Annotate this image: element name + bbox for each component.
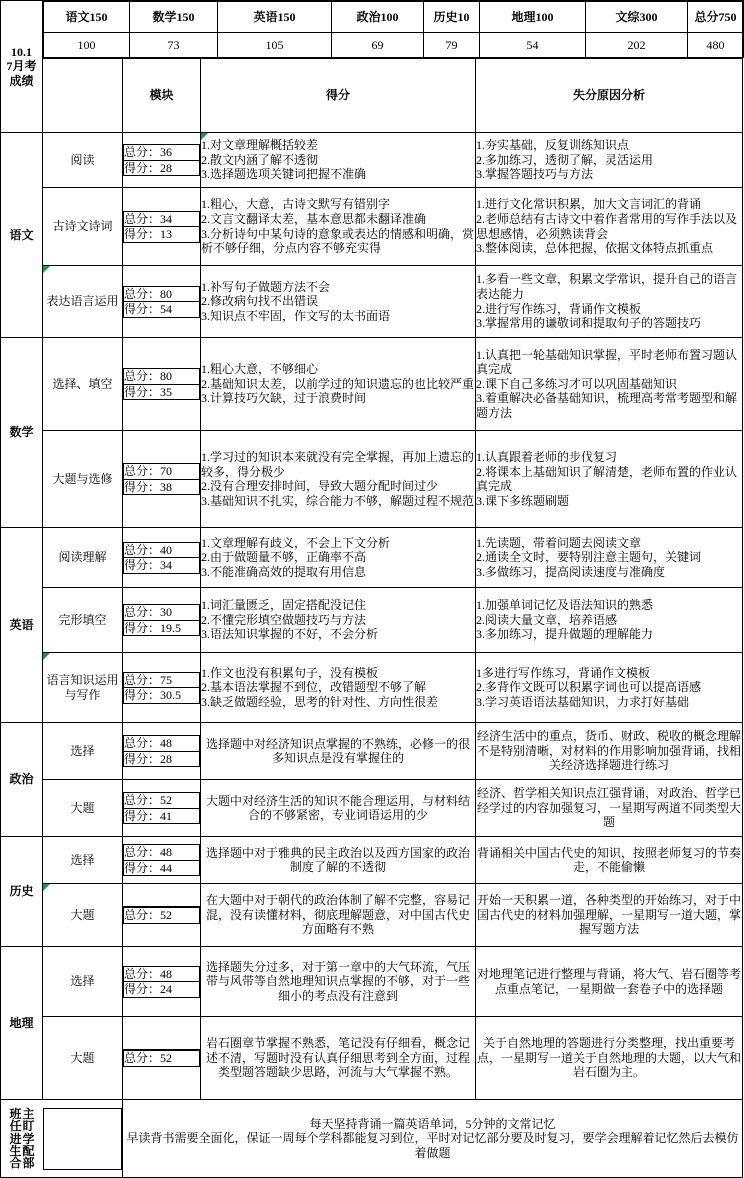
module-row	[1, 947, 743, 1017]
total-score: 总分：30	[124, 605, 200, 621]
score-cell-wrapper	[123, 884, 201, 947]
subject-header-8: 总分750	[688, 2, 744, 33]
text-line: 岩石圈章节掌握不熟悉，笔记没有仔细看，概念记述不清，写题时没有认真仔细思考到全方面，过程类型题答题缺少思路，河流与大气掌握不熟。	[205, 1036, 470, 1080]
text-line: 1.认真把一轮基础知识掌握，平时老师布置习题认真完成	[476, 347, 738, 377]
obtained-score: 得分：28	[124, 751, 200, 767]
analysis-text	[201, 528, 476, 588]
subject-score-3: 105	[218, 33, 332, 58]
obtained-score-row	[124, 1051, 200, 1067]
text-line: 2.没有合理安排时间，导致大题分配时间过少	[201, 479, 439, 494]
text-line: 1.夯实基础，反复训练知识点	[476, 138, 630, 153]
footer-label-table	[1, 1108, 122, 1170]
cell-comment-marker	[43, 884, 50, 891]
text-line: 2.将课本上基础知识了解清楚，老师布置的作业认真完成	[476, 464, 738, 494]
total-score-row	[124, 542, 200, 558]
exam-title-line: 10.1	[11, 44, 32, 59]
analysis-text	[201, 837, 476, 884]
exam-title-line: 成绩	[9, 73, 34, 88]
total-score-row	[124, 286, 200, 302]
text-line: 2.修改病句找不出错误	[201, 294, 319, 309]
footer-label-chars-b: 主 盯 学 配 部	[22, 1107, 35, 1170]
col-header-score: 得分	[201, 59, 476, 133]
total-score-row	[124, 211, 200, 227]
homeroom-teacher-label	[1, 1100, 123, 1178]
footer-row	[1, 1100, 743, 1178]
score-breakdown-table	[123, 844, 200, 876]
score-cell-wrapper	[123, 133, 201, 188]
analysis-text	[201, 780, 476, 837]
text-line: 3.多做练习，提高阅读速度与准确度	[476, 564, 666, 579]
plan-text	[476, 133, 743, 188]
plan-text	[476, 837, 743, 884]
cell-comment-marker	[43, 266, 50, 273]
subject-score-7: 202	[586, 33, 688, 58]
total-score-row	[124, 369, 200, 385]
subject-header-7: 文综300	[586, 2, 688, 33]
text-line: 3.课下多练题刷题	[476, 493, 570, 508]
text-line: 2.多背作文既可以积累字词也可以提高语感	[476, 680, 702, 695]
subject-score-4: 69	[332, 33, 424, 58]
text-line: 背诵相关中国古代史的知识，按照老师复习的节奏走，不能偷懒	[476, 845, 741, 875]
text-line: 3.学习英语语法基础知识，力求打好基础	[476, 694, 690, 709]
total-score-row	[124, 672, 200, 688]
plan-text	[476, 266, 743, 338]
subject-header-5: 历史10	[424, 2, 480, 33]
text-line: 2.老师总结有古诗文中着作者常用的写作手法以及思想感情，必须熟读背会	[476, 212, 738, 241]
total-score-row	[124, 845, 200, 861]
subject-header-1: 语文150	[44, 2, 130, 33]
obtained-score-row	[124, 908, 200, 924]
plan-text	[476, 884, 743, 947]
total-score: 总分：80	[124, 286, 200, 302]
column-header-spacer	[43, 59, 123, 133]
column-header-row	[1, 59, 743, 133]
subject-label-政治: 政治	[1, 723, 43, 837]
analysis-text	[201, 133, 476, 188]
text-line: 3.计算技巧欠缺，过于浪费时间	[201, 391, 367, 406]
analysis-text	[201, 266, 476, 338]
text-line: 2.多加练习，透彻了解，灵活运用	[476, 152, 654, 167]
text-line: 3.缺乏做题经验，思考的针对性、方向性很差	[201, 694, 439, 709]
text-line: 2.进行写作练习，背诵作文模板	[476, 301, 642, 316]
footer-label-chars-a: 班 任 进 生 合	[9, 1107, 22, 1170]
module-label: 选择	[43, 837, 123, 884]
text-line: 1.先读题，带着问题去阅读文章	[476, 535, 642, 550]
module-label: 选择	[43, 723, 123, 780]
text-line: 2.由于做题量不够，正确率不高	[201, 550, 367, 565]
module-label: 选择、填空	[43, 338, 123, 431]
module-label: 表达语言运用	[43, 266, 123, 338]
obtained-score-row	[124, 384, 200, 400]
text-line: 1.对文章理解概括较差	[201, 138, 319, 153]
total-score-row	[124, 966, 200, 982]
exam-title-cell	[1, 1, 43, 133]
score-header-row	[1, 1, 743, 59]
total-score-row	[124, 793, 200, 809]
text-line: 3.语法知识掌握的不好，不会分析	[201, 627, 379, 642]
module-row	[1, 884, 743, 947]
obtained-score-row	[124, 808, 200, 824]
obtained-score: 得分：24	[124, 982, 200, 998]
text-line: 3.掌握常用的谦敬词和提取句子的答题技巧	[476, 316, 702, 331]
subject-header-4: 政治100	[332, 2, 424, 33]
footer-label-col-1	[1, 1108, 44, 1169]
text-line: 1多进行写作练习，背诵作文模板	[476, 665, 651, 680]
text-line: 2.散文内涵了解不透彻	[201, 152, 319, 167]
plan-text	[476, 431, 743, 528]
total-score: 总分：40	[124, 542, 200, 558]
module-row	[1, 723, 743, 780]
module-label: 选择	[43, 947, 123, 1017]
total-score-row	[124, 145, 200, 161]
plan-text	[476, 528, 743, 588]
module-label: 阅读理解	[43, 528, 123, 588]
text-line: 2.文言文翻译太差，基本意思都未翻译准确	[201, 212, 427, 226]
score-cell-wrapper	[123, 653, 201, 723]
subject-score-8: 480	[688, 33, 744, 58]
total-score: 总分：34	[124, 211, 200, 227]
module-label: 古诗文诗词	[43, 188, 123, 266]
obtained-score: 得分：54	[124, 302, 200, 318]
obtained-score-row	[124, 860, 200, 876]
score-breakdown-table	[123, 966, 200, 998]
text-line: 1.多看一些文章，积累文学常识，提升自己的语言表达能力	[476, 272, 738, 301]
text-line: 1.粗心大意，不够细心	[201, 362, 319, 377]
score-cell-wrapper	[123, 528, 201, 588]
module-row	[1, 780, 743, 837]
obtained-score: 得分：28	[124, 160, 200, 176]
module-row	[1, 588, 743, 653]
score-breakdown-table	[123, 792, 200, 824]
plan-text	[476, 588, 743, 653]
score-breakdown-table	[123, 1049, 200, 1067]
obtained-score: 得分：30.5	[124, 688, 200, 704]
obtained-score-row	[124, 160, 200, 176]
subject-score-table	[43, 1, 744, 58]
text-line: 1.加强单词记忆及语法知识的熟悉	[476, 598, 654, 613]
module-label: 大题	[43, 884, 123, 947]
obtained-score: 总分：52	[124, 908, 200, 924]
text-line: 选择题中对于雅典的民主政治以及西方国家的政治制度了解的不透彻	[205, 845, 470, 875]
module-label: 大题	[43, 780, 123, 837]
text-line: 对地理笔记进行整理与背诵，将大气、岩石圈等考点重点笔记，一星期做一套卷子中的选择题	[476, 967, 741, 996]
obtained-score-row	[124, 688, 200, 704]
plan-text	[476, 653, 743, 723]
text-line: 1.粗心，大意，古诗文默写有错别字	[201, 197, 391, 212]
text-line: 经济、哲学相关知识点江强背诵，对政治、哲学已经学过的内容加强复习，一星期写两道不同类型大题	[476, 786, 741, 830]
text-line: 2.基本语法掌握不到位，改错题型不够了解	[201, 680, 427, 695]
subject-header-3: 英语150	[218, 2, 332, 33]
score-cell-wrapper	[123, 837, 201, 884]
subject-label-地理: 地理	[1, 947, 43, 1100]
plan-text	[476, 338, 743, 431]
module-label: 大题与选修	[43, 431, 123, 528]
score-cell-wrapper	[123, 780, 201, 837]
text-line: 选择题失分过多，对于第一章中的大气环流，气压带与风带等自然地理知识点掌握的不够，对于一些细小的考点没有注意到	[205, 959, 470, 1003]
analysis-text	[201, 884, 476, 947]
footer-line-1: 每天坚持背诵一篇英语单词，5分钟的文常记忆	[309, 1116, 556, 1131]
total-score-row	[124, 605, 200, 621]
total-score-row	[124, 464, 200, 480]
text-line: 2.不懂完形填空做题技巧与方法	[201, 612, 367, 627]
subject-score-6: 54	[480, 33, 586, 58]
text-line: 1.词汇量匮乏，固定搭配没记住	[201, 598, 367, 613]
footer-label-divider	[44, 1108, 122, 1169]
obtained-score-row	[124, 479, 200, 495]
score-breakdown-table	[123, 286, 200, 318]
module-row	[1, 431, 743, 528]
text-line: 3.分析诗句中某句诗的意象或表达的情感和明确，赏析不够仔细，分点内容不够充实得	[201, 226, 475, 256]
text-line: 3.选择题选项关键词把握不准确	[201, 167, 367, 182]
module-label: 阅读	[43, 133, 123, 188]
obtained-score: 得分：38	[124, 479, 200, 495]
module-row	[1, 188, 743, 266]
text-line: 1.补写句子做题方法不会	[201, 279, 331, 294]
total-score: 总分：48	[124, 966, 200, 982]
module-row	[1, 133, 743, 188]
subject-score-1: 100	[44, 33, 130, 58]
obtained-score-row	[124, 982, 200, 998]
obtained-score: 得分：13	[124, 227, 200, 243]
score-cell-wrapper	[123, 266, 201, 338]
text-line: 关于自然地理的答题进行分类整理，找出重要考点，一星期写一道关于自然地理的大题，以大气和岩石圈为主。	[476, 1036, 741, 1080]
score-breakdown-table	[123, 906, 200, 924]
score-breakdown-table	[123, 542, 200, 574]
module-label: 大题	[43, 1017, 123, 1100]
text-line: 经济生活中的重点，货币、财政、税收的概念理解不是特别清晰，对材料的作用影响加强背诵，找相关经济选择题进行练习	[476, 729, 741, 773]
total-score: 总分：36	[124, 145, 200, 161]
cell-comment-marker	[43, 653, 50, 660]
obtained-score-row	[124, 558, 200, 574]
text-line: 3.知识点不牢固，作文写的太书面语	[201, 308, 391, 323]
text-line: 2.通读全文时，要特别注意主题句，关键词	[476, 550, 702, 565]
footer-line-2: 早读背书需要全面化，保证一周每个学科都能复习到位，平时对记忆部分要及时复习，要学会理解着记忆然后去模仿着做题	[126, 1131, 739, 1160]
score-cell-wrapper	[123, 431, 201, 528]
exam-title-line: 7月考	[6, 59, 37, 74]
text-line: 开始一天积累一道，各种类型的开始练习，对于中国古代史的材料加强理解，一星期写一道大题，掌握写题方法	[476, 893, 741, 937]
text-line: 3.着重解决必备基础知识，梳理高考常考题型和解题方法	[476, 391, 738, 421]
score-breakdown-table	[123, 211, 200, 243]
text-line: 3.掌握答题技巧与方法	[476, 167, 594, 182]
col-header-module: 模块	[123, 59, 201, 133]
plan-text	[476, 947, 743, 1017]
total-score: 总分：52	[124, 793, 200, 809]
text-line: 选择题中对经济知识点掌握的不熟练，必修一的很多知识点是没有掌握住的	[205, 736, 470, 766]
module-row	[1, 528, 743, 588]
score-cell-wrapper	[123, 723, 201, 780]
subject-label-历史: 历史	[1, 837, 43, 947]
subject-score-2: 73	[130, 33, 218, 58]
total-score: 总分：80	[124, 369, 200, 385]
total-score-row	[124, 736, 200, 752]
module-row	[1, 653, 743, 723]
obtained-score-row	[124, 751, 200, 767]
score-cell-wrapper	[123, 588, 201, 653]
text-line: 1.学习过的知识本来就没有完全掌握，再加上遗忘的较多，得分极少	[201, 449, 475, 479]
col-header-analysis: 失分原因分析	[476, 59, 743, 133]
total-score: 总分：70	[124, 464, 200, 480]
score-breakdown-table	[123, 368, 200, 400]
module-row	[1, 338, 743, 431]
total-score: 总分：48	[124, 845, 200, 861]
subject-header-holder	[43, 1, 743, 59]
subject-header-2: 数学150	[130, 2, 218, 33]
text-line: 3.不能准确高效的提取有用信息	[201, 564, 367, 579]
total-score: 总分：75	[124, 672, 200, 688]
analysis-text	[201, 431, 476, 528]
subject-label-英语: 英语	[1, 528, 43, 723]
text-line: 1.进行文化常识积累，加大文言词汇的背诵	[476, 197, 702, 212]
text-line: 3.整体阅读，总体把握，依据文体特点抓重点	[476, 241, 714, 256]
score-breakdown-table	[123, 604, 200, 636]
text-line: 1.文章理解有歧义，不会上下文分析	[201, 535, 391, 550]
text-line: 1.认真跟着老师的步伐复习	[476, 449, 618, 464]
module-row	[1, 837, 743, 884]
text-line: 2.基础知识太差，以前学过的知识遗忘的也比较严重	[201, 376, 475, 391]
subject-label-数学: 数学	[1, 338, 43, 528]
obtained-score: 得分：34	[124, 558, 200, 574]
module-row	[1, 1017, 743, 1100]
obtained-score: 得分：19.5	[124, 620, 200, 636]
plan-text	[476, 780, 743, 837]
subject-label-语文: 语文	[1, 133, 43, 338]
text-line: 1.作文也没有积累句子，没有模板	[201, 665, 379, 680]
obtained-score-row	[124, 227, 200, 243]
analysis-text	[201, 1017, 476, 1100]
score-cell-wrapper	[123, 338, 201, 431]
module-label: 语言知识运用与写作	[43, 653, 123, 723]
text-line: 3.基础知识不扎实，综合能力不够，解题过程不规范	[201, 493, 475, 508]
subject-score-5: 79	[424, 33, 480, 58]
obtained-score: 得分：35	[124, 384, 200, 400]
analysis-text	[201, 653, 476, 723]
plan-text	[476, 1017, 743, 1100]
homeroom-plan-text	[123, 1100, 743, 1178]
text-line: 大题中对经济生活的知识不能合理运用，与材料结合的不够紧密，专业词语运用的少	[205, 793, 470, 823]
analysis-text	[201, 588, 476, 653]
score-cell-wrapper	[123, 188, 201, 266]
score-breakdown-table	[123, 672, 200, 704]
subject-score-row	[44, 33, 744, 58]
analysis-text	[201, 338, 476, 431]
text-line: 2.课下自己多练习才可以巩固基础知识	[476, 376, 678, 391]
text-line: 在大题中对于朝代的政治体制了解不完整，容易记混，没有读懂材料，彻底理解题意，对中国古代史方面略有不熟	[205, 893, 470, 937]
plan-text	[476, 188, 743, 266]
module-row	[1, 266, 743, 338]
plan-text	[476, 723, 743, 780]
score-breakdown-table	[123, 463, 200, 495]
module-label: 完形填空	[43, 588, 123, 653]
text-line: 3.多加练习，提升做题的理解能力	[476, 627, 654, 642]
score-cell-wrapper	[123, 947, 201, 1017]
total-score: 总分：48	[124, 736, 200, 752]
score-cell-wrapper	[123, 1017, 201, 1100]
obtained-score: 总分：52	[124, 1051, 200, 1067]
analysis-text	[201, 723, 476, 780]
score-breakdown-table	[123, 735, 200, 767]
obtained-score-row	[124, 620, 200, 636]
obtained-score-row	[124, 302, 200, 318]
analysis-text	[201, 947, 476, 1017]
obtained-score: 得分：41	[124, 808, 200, 824]
subject-header-6: 地理100	[480, 2, 586, 33]
text-line: 2.阅读大量文章，培养语感	[476, 612, 618, 627]
subject-name-row	[44, 2, 744, 33]
obtained-score: 得分：44	[124, 860, 200, 876]
score-breakdown-table	[123, 144, 200, 176]
analysis-text	[201, 188, 476, 266]
